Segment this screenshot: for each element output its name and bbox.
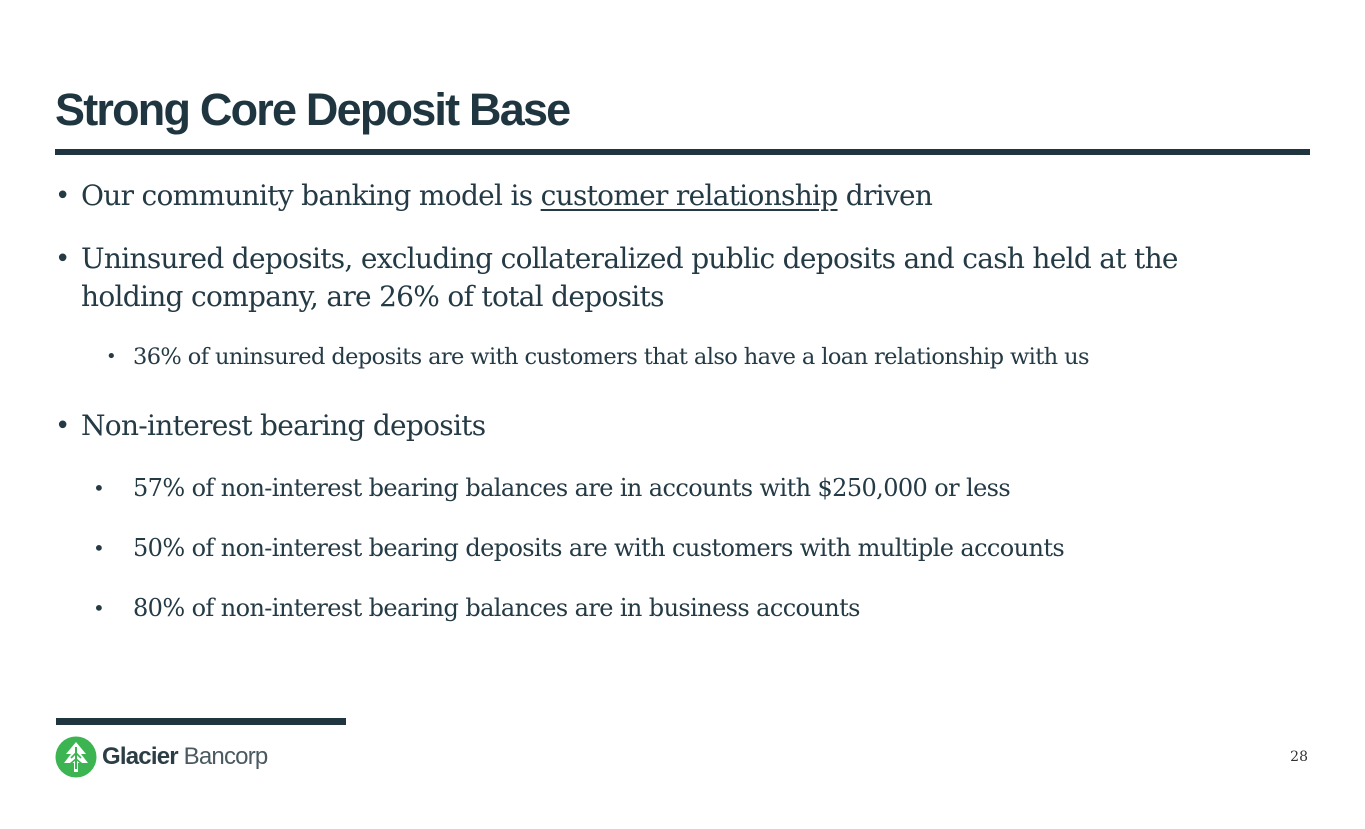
- page-number: 28: [1290, 749, 1308, 765]
- bullet-text-line2: holding company, are 26% of total deposits: [81, 280, 664, 313]
- glacier-logo-icon: [55, 736, 97, 778]
- bullet-text: Non-interest bearing deposits: [81, 409, 486, 442]
- bullet-text-before: Our community banking model is: [81, 179, 541, 212]
- title-divider: [55, 149, 1310, 155]
- bullet-dot: •: [93, 536, 105, 560]
- bullet-customer-relationship: [55, 177, 1055, 215]
- bullet-dot: •: [55, 244, 70, 274]
- sub-bullet-multiple-accounts: [93, 532, 1243, 564]
- glacier-bancorp-logo: [55, 736, 275, 778]
- bullet-uninsured-deposits: [55, 240, 1305, 316]
- bullet-dot: •: [106, 346, 117, 367]
- sub-bullet-text: 80% of non-interest bearing balances are in business accounts: [133, 594, 860, 622]
- sub-bullet-text: 36% of uninsured deposits are with customers that also have a loan relationship with us: [133, 344, 1089, 370]
- logo-wordmark: [102, 742, 267, 772]
- sub-bullet-balances-250k: [93, 472, 1243, 504]
- bullet-text: [81, 177, 932, 215]
- bullet-text-line1: Uninsured deposits, excluding collateralized public deposits and cash held at the: [81, 242, 1178, 275]
- bullet-dot: •: [93, 476, 105, 500]
- logo-light: Bancorp: [183, 743, 268, 770]
- bullet-non-interest: [55, 407, 655, 445]
- bullet-dot: •: [93, 596, 105, 620]
- sub-bullet-business-accounts: [93, 592, 1243, 624]
- slide-title: Strong Core Deposit Base: [55, 84, 570, 135]
- sub-bullet-loan-relationship: [106, 341, 1306, 373]
- bullet-text-after: driven: [837, 179, 933, 212]
- bullet-dot: •: [55, 181, 70, 211]
- logo-bold: Glacier: [102, 743, 178, 770]
- footer-divider: [56, 718, 346, 725]
- bullet-dot: •: [55, 411, 70, 441]
- underlined-phrase: customer relationship: [540, 179, 838, 212]
- sub-bullet-text: 50% of non-interest bearing deposits are with customers with multiple accounts: [133, 534, 1065, 562]
- sub-bullet-text: 57% of non-interest bearing balances are in accounts with $250,000 or less: [133, 474, 1011, 502]
